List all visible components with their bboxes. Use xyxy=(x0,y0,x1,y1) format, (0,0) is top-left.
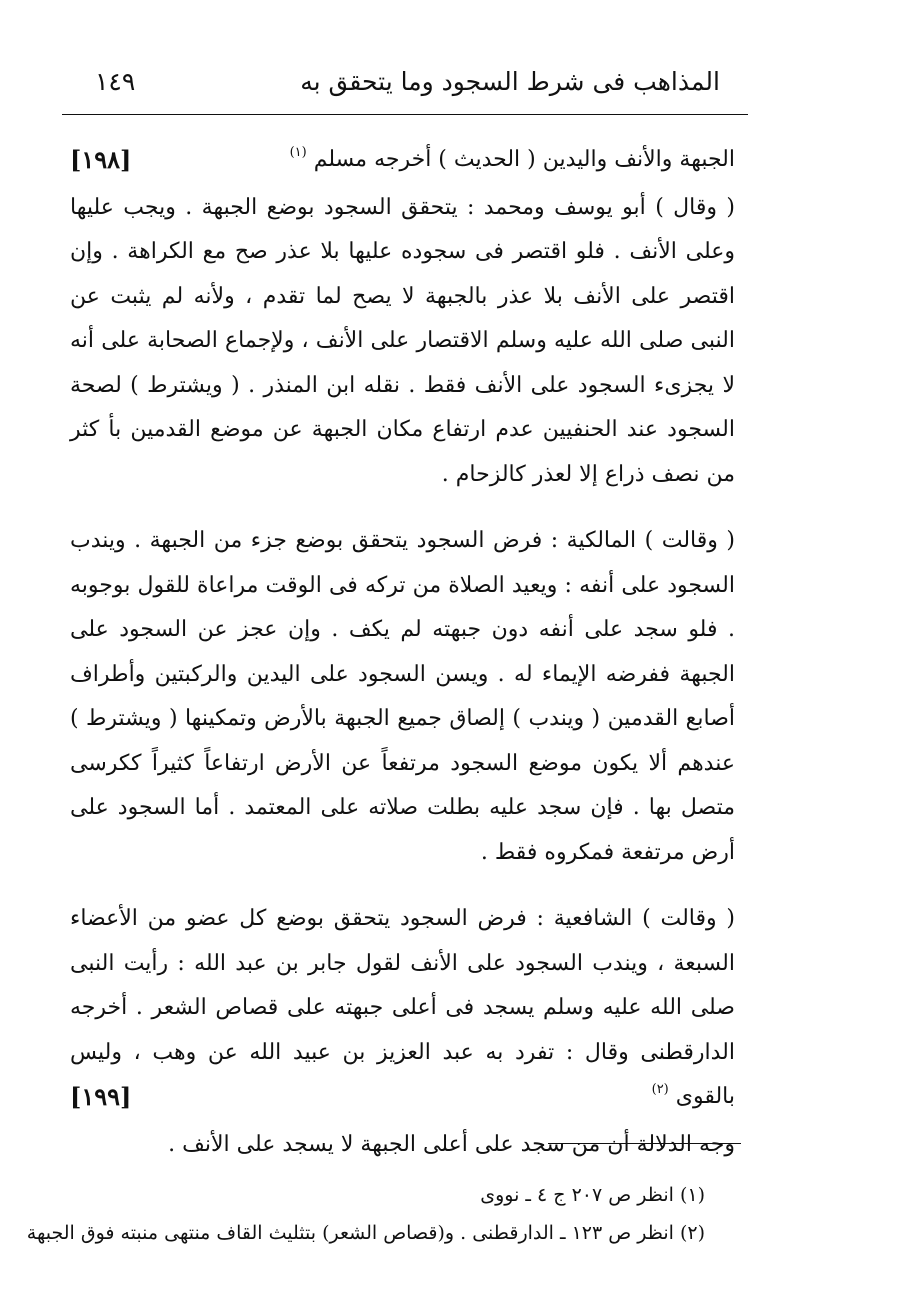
page-number: ١٤٩ xyxy=(95,67,136,96)
paragraph-text: ( وقالت ) الشافعية : فرض السجود يتحقق بوضع كل عضو من الأعضاء السبعة ، ويندب السجود على الأنف لقول جابر بن عبد الله : رأيت النبى صلى الله عليه وسلم يسجد فى أعلى جبهته على قصاص الشعر . أخرجه الدارقطنى وقال : تفرد به عبد العزيز بن عبيد الله عن وهب ، وليس بالقوى xyxy=(70,906,735,1109)
running-title: المذاهب فى شرط السجود وما يتحقق به xyxy=(300,67,720,96)
footnote-reference-1: (١) xyxy=(289,145,307,160)
paragraph-text: وجه الدلالة أن من سجد على أعلى الجبهة لا يسجد على الأنف . xyxy=(168,1131,735,1157)
paragraph-text: ( وقال ) أبو يوسف ومحمد : يتحقق السجود بوضع الجبهة . ويجب عليها وعلى الأنف . فلو اقتصر فى سجوده عليها بلا عذر صح مع الكراهة . وإن اقتصر على الأنف بلا عذر بالجبهة لا يصح لما تقدم ، ولأنه لم يثبت عن النبى صلى الله عليه وسلم الاقتصار على الأنف ، ولإجماع الصحابة على أنه لا يجزىء السجود على الأنف فقط . نقله ابن المنذر . ( ويشترط ) لصحة السجود عند الحنفيين عدم ارتفاع مكان الجبهة عن موضع القدمين بأ كثر من نصف ذراع إلا لعذر كالزحام . xyxy=(70,194,735,487)
footnote-2: (٢) انظر ص ١٢٣ ـ الدارقطنى . و(قصاص الشعر) بتثليث القاف منتهى منبته فوق الجبهة xyxy=(26,1222,705,1244)
paragraph-text: ( وقالت ) المالكية : فرض السجود يتحقق بوضع جزء من الجبهة . ويندب السجود على أنفه : ويعيد الصلاة من تركه فى الوقت مراعاة للقول بوجوبه . فلو سجد على أنفه دون جبهته لم يكف . وإن عجز عن السجود على الجبهة ففرضه الإيماء له . ويسن السجود على اليدين والركبتين وأطراف أصابع القدمين ( ويندب ) إلصاق جميع الجبهة بالأرض وتمكينها ( ويشترط ) عندهم ألا يكون موضع السجود مرتفعاً عن الأرض ارتفاعاً كثيراً ككرسى متصل بها . فإن سجد عليه بطلت صلاته على المعتمد . أما السجود على أرض مرتفعة فمكروه فقط . xyxy=(70,528,735,865)
section-number-198: [١٩٨] xyxy=(70,145,132,174)
footnote-rule xyxy=(548,1143,741,1144)
paragraph-maliki xyxy=(70,519,735,875)
footnote-reference-2: (٢) xyxy=(651,1082,669,1097)
main-text xyxy=(70,138,735,1167)
running-head xyxy=(95,60,720,104)
header-rule xyxy=(62,114,748,115)
paragraph-shafii xyxy=(70,897,735,1167)
paragraph-hanafi xyxy=(70,138,735,497)
footnotes xyxy=(26,1176,705,1252)
paragraph-text: الجبهة والأنف واليدين ( الحديث ) أخرجه مسلم xyxy=(313,147,735,172)
section-number-199: [١٩٩] xyxy=(70,1082,132,1111)
footnote-1: (١) انظر ص ٢٠٧ ج ٤ ـ نووى xyxy=(480,1184,705,1206)
